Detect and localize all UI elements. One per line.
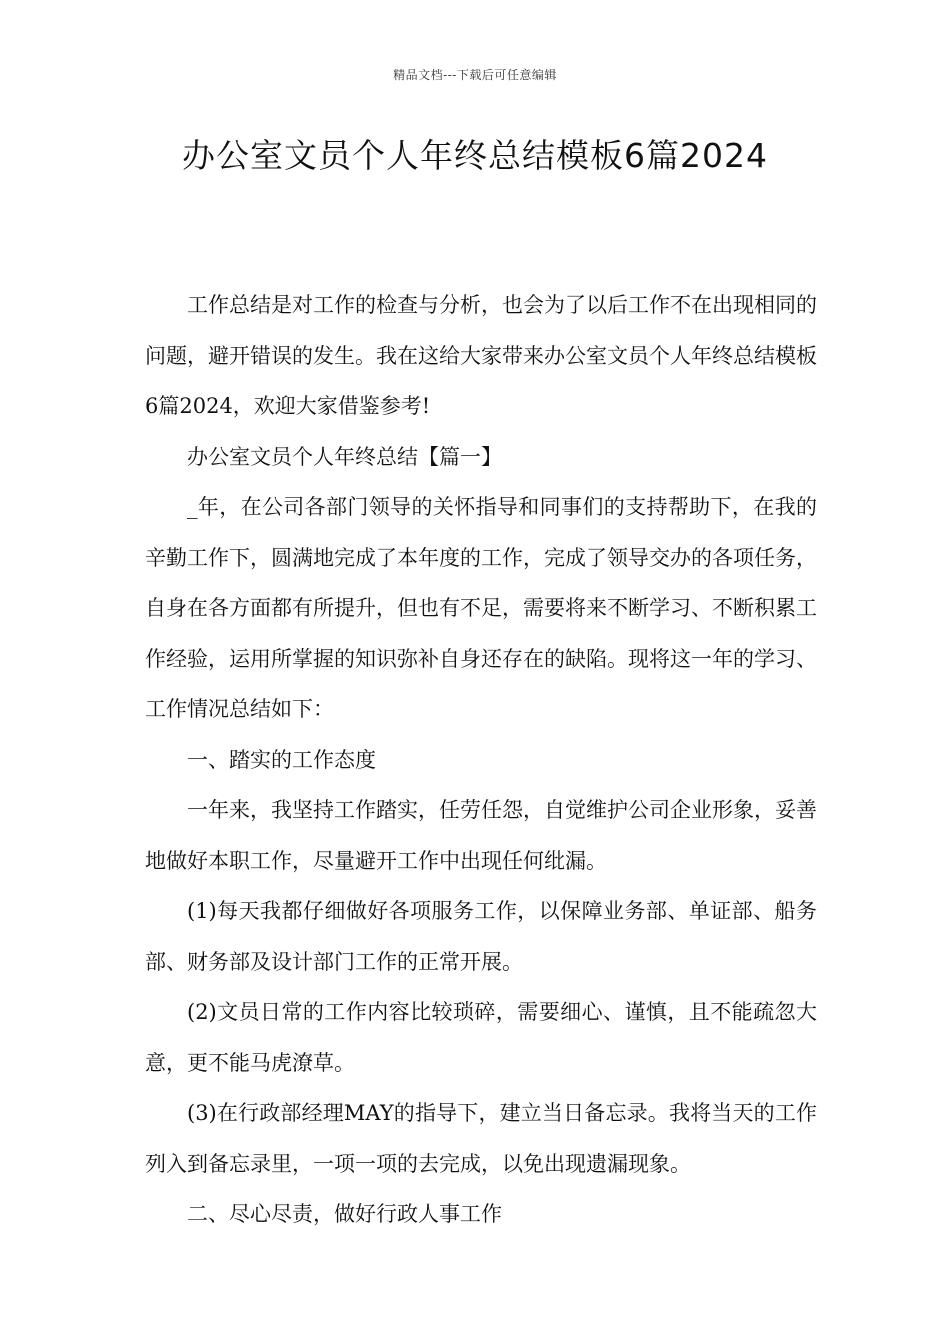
section-heading-part-one: 办公室文员个人年终总结【篇一】 — [187, 444, 502, 469]
document-title: 办公室文员个人年终总结模板6篇2024 — [182, 136, 768, 175]
body-paragraph: _年，在公司各部门领导的关怀指导和同事们的支持帮助下，在我的辛勤工作下，圆满地完成了本年度的工作，完成了领导交办的各项任务，自身在各方面都有所提升，但也有不足，需要将来不断学习、不断积累工作经验，运用所掌握的知识弥补自身还存在的缺陷。现将这一年的学习、工作情况总结如下： — [145, 495, 817, 721]
document-body — [145, 280, 817, 1240]
header-note: 精品文档---下载后可任意编辑 — [393, 68, 557, 82]
subheading-admin-hr-work: 二、尽心尽责，做好行政人事工作 — [187, 1202, 502, 1226]
list-item-2: (2)文员日常的工作内容比较琐碎，需要细心、谨慎，且不能疏忽大意，更不能马虎潦草。 — [145, 1000, 817, 1075]
body-paragraph: 一年来，我坚持工作踏实，任劳任怨，自觉维护公司企业形象，妥善地做好本职工作，尽量避开工作中出现任何纰漏。 — [145, 798, 817, 873]
intro-paragraph: 工作总结是对工作的检查与分析，也会为了以后工作不在出现相同的问题，避开错误的发生。我在这给大家带来办公室文员个人年终总结模板6篇2024，欢迎大家借鉴参考! — [145, 293, 817, 418]
subheading-work-attitude: 一、踏实的工作态度 — [187, 747, 376, 772]
list-item-1: (1)每天我都仔细做好各项服务工作，以保障业务部、单证部、船务部、财务部及设计部门工作的正常开展。 — [145, 899, 817, 974]
list-item-3: (3)在行政部经理MAY的指导下，建立当日备忘录。我将当天的工作列入到备忘录里，一项一项的去完成，以免出现遗漏现象。 — [145, 1101, 817, 1176]
